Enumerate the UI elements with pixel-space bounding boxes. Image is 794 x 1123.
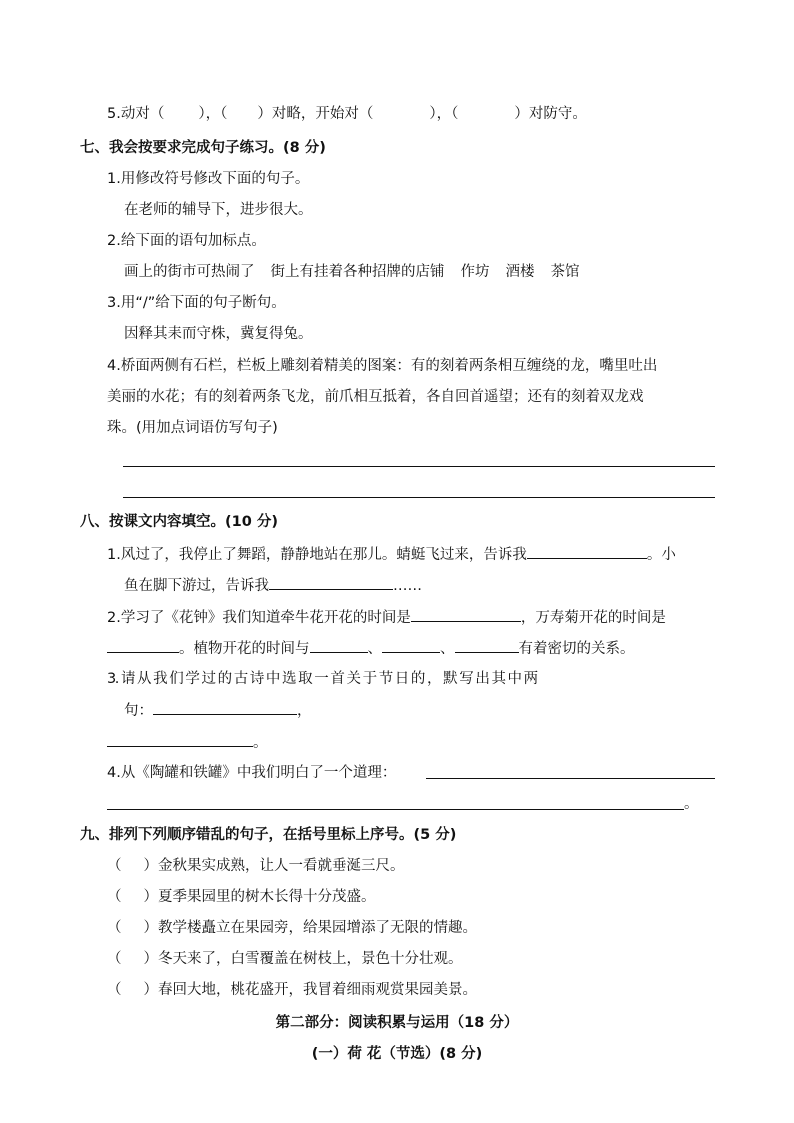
s7-q3-text: 因释其耒而守株，冀复得兔。 [124,326,313,342]
s8-q3-line2: 句： ， [124,700,312,721]
s8-q4-line1: 4.从《陶罐和铁罐》中我们明白了一个道理： [107,765,397,781]
blank[interactable] [153,700,297,715]
s8-q1-line2: 鱼在脚下游过，告诉我 …… [124,575,422,596]
answer-line[interactable] [107,809,684,810]
blank[interactable] [310,638,368,653]
part2-title: 第二部分：阅读积累与运用（18 分） [275,1015,519,1031]
s9-item: （ ）春回大地，桃花盛开，我冒着细雨观赏果园美景。 [107,982,477,998]
s7-q1: 1.用修改符号修改下面的句子。 [107,171,310,187]
blank[interactable] [455,638,519,653]
s8-q1-line1: 1.风过了，我停止了舞蹈，静静地站在那儿。蜻蜓飞过来，告诉我 。小 [107,544,676,565]
s8-q3-line1: 3. 请 从 我 们 学 过 的 古 诗 中 选 取 一 首 关 于 节 日 的 ， 默 写 出 其 中 两 [107,671,537,687]
s6-q5: 5.动对（ ），（ ）对略，开始对（ ），（ ）对防守。 [107,106,587,122]
s7-q4-line3: 珠。(用加点词语仿写句子) [107,420,278,436]
blank[interactable] [527,544,647,559]
blank[interactable] [269,575,393,590]
s7-q1-text: 在老师的辅导下，进步很大。 [124,202,313,218]
answer-line[interactable] [426,778,715,779]
s8-q3-line3: 。 [107,732,268,753]
s8-q4-end: 。 [684,796,699,812]
s7-q4-line1: 4.桥面两侧有石栏，栏板上雕刻着精美的图案：有的刻着两条相互缠绕的龙，嘴里吐出 [107,358,658,374]
s9-item: （ ）冬天来了，白雪覆盖在树枝上，景色十分壮观。 [107,951,463,967]
blank[interactable] [107,638,179,653]
blank[interactable] [107,732,253,747]
s9-item: （ ）教学楼矗立在果园旁，给果园增添了无限的情趣。 [107,920,477,936]
s7-q3: 3.用“/”给下面的句子断句。 [107,295,286,311]
s7-q2: 2.给下面的语句加标点。 [107,233,266,249]
s9-item: （ ）夏季果园里的树木长得十分茂盛。 [107,889,376,905]
s8-q2-line1: 2.学习了《花钟》我们知道牵牛花开花的时间是 ，万寿菊开花的时间是 [107,607,666,628]
s7-heading: 七、我会按要求完成句子练习。(8 分) [80,140,326,156]
s8-q2-line2: 。植物开花的时间与 、 、 有着密切的关系。 [107,638,635,659]
s9-heading: 九、排列下列顺序错乱的句子，在括号里标上序号。(5 分) [80,827,457,843]
s8-heading: 八、按课文内容填空。(10 分) [80,514,278,530]
part2-subtitle: (一）荷 花（节选）(8 分) [311,1046,483,1062]
answer-line[interactable] [123,466,715,467]
s7-q2-text: 画上的街市可热闹了 街上有挂着各种招牌的店铺 作坊 酒楼 茶馆 [124,264,580,280]
answer-line[interactable] [123,497,715,498]
blank[interactable] [382,638,440,653]
blank[interactable] [411,607,521,622]
s7-q4-line2: 美丽的水花；有的刻着两条飞龙，前爪相互抵着，各自回首遥望；还有的刻着双龙戏 [107,389,644,405]
s9-item: （ ）金秋果实成熟，让人一看就垂涎三尺。 [107,858,405,874]
